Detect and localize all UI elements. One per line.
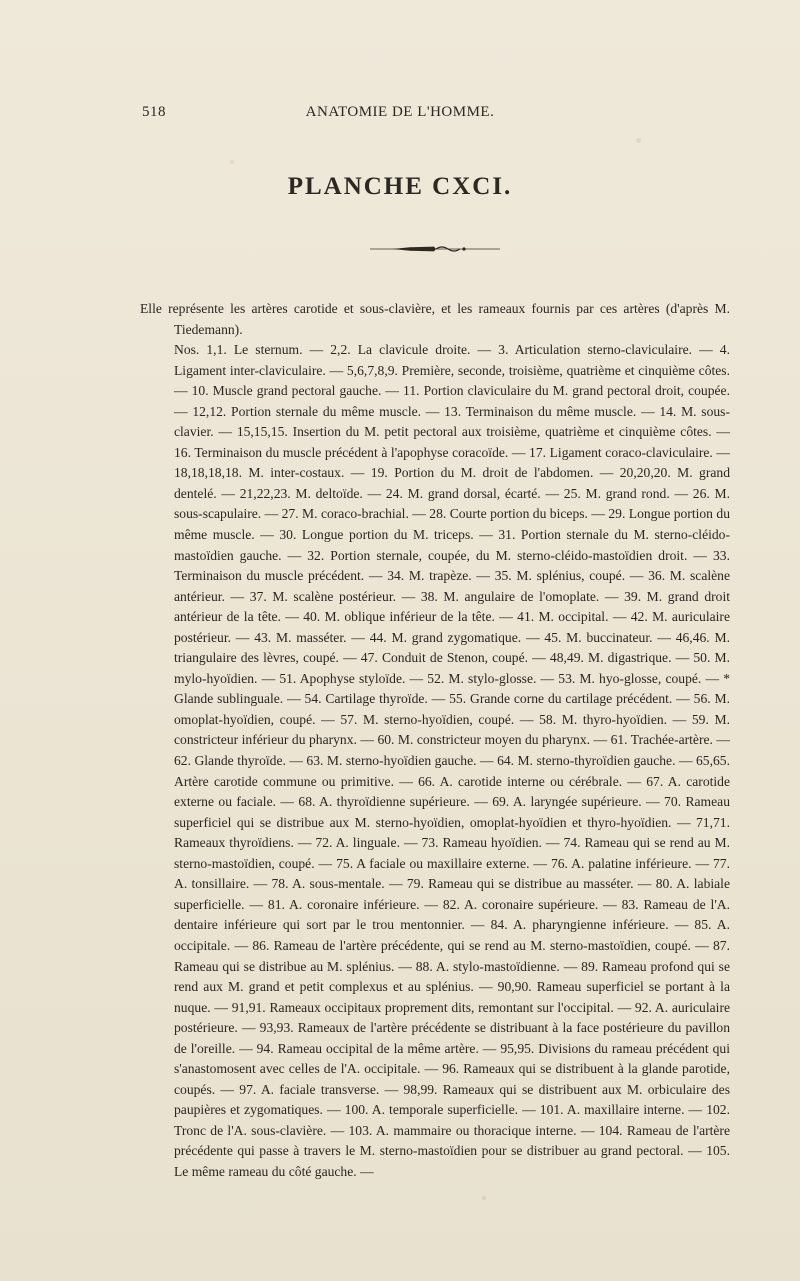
paper-speck (230, 160, 234, 164)
paper-speck (482, 1196, 486, 1200)
running-head (0, 104, 800, 128)
plate-intro: Elle représente les artères carotide et sous-clavière, et les rameaux fournis par ces artères (d'après M. Tiedemann). (140, 301, 730, 337)
ornament-divider-icon (370, 244, 500, 254)
running-title: ANATOMIE DE L'HOMME. (305, 104, 495, 120)
page-number: 518 (142, 104, 166, 120)
paper-speck (636, 138, 641, 143)
plate-legend: Nos. 1,1. Le sternum. — 2,2. La clavicule droite. — 3. Articulation sterno-claviculaire. — 4. Ligament inter-claviculaire. — 5,6,7,8,9. Première, seconde, troisième, quatrième et cinquième côtes. — 10. Muscle grand pectoral gauche. — 11. Portion claviculaire du M. grand pectoral droit, coupée. — 12,12. Portion sternale du même muscle. — 13. Terminaison du même muscle. — 14. M. sous-clavier. — 15,15,15. Insertion du M. petit pectoral aux troisième, quatrième et cinquième côtes. — 16. Terminaison du muscle précédent à l'apophyse coracoïde. — 17. Ligament coraco-claviculaire. — 18,18,18,18. M. inter-costaux. — 19. Portion du M. droit de l'abdomen. — 20,20,20. M. grand dentelé. — 21,22,23. M. deltoïde. — 24. M. grand dorsal, écarté. — 25. M. grand rond. — 26. M. sous-scapulaire. — 27. M. coraco-brachial. — 28. Courte portion du biceps. — 29. Longue portion du même muscle. — 30. Longue portion du M. triceps. — 31. Portion sternale du M. sterno-cléido-mastoïdien gauche. — 32. Portion sternale, coupée, du M. sterno-cléido-mastoïdien droit. — 33. Terminaison du muscle précédent. — 34. M. trapèze. — 35. M. splénius, coupé. — 36. M. scalène antérieur. — 37. M. scalène postérieur. — 38. M. angulaire de l'omoplate. — 39. M. grand droit antérieur de la tête. — 40. M. oblique inférieur de la tête. — 41. M. occipital. — 42. M. auriculaire postérieur. — 43. M. masséter. — 44. M. grand zygomatique. — 45. M. buccinateur. — 46,46. M. triangulaire des lèvres, coupé. — 47. Conduit de Stenon, coupé. — 48,49. M. digastrique. — 50. M. mylo-hyoïdien. — 51. Apophyse styloïde. — 52. M. stylo-glosse. — 53. M. hyo-glosse, coupé. — * Glande sublinguale. — 54. Cartilage thyroïde. — 55. Grande corne du cartilage précédent. — 56. M. omoplat-hyoïdien, coupé. — 57. M. sterno-hyoïdien, coupé. — 58. M. thyro-hyoïdien. — 59. M. constricteur inférieur du pharynx. — 60. M. constricteur moyen du pharynx. — 61. Trachée-artère. — 62. Glande thyroïde. — 63. M. sterno-hyoïdien gauche. — 64. M. sterno-thyroïdien gauche. — 65,65. Artère carotide commune ou primitive. — 66. A. carotide interne ou cérébrale. — 67. A. carotide externe ou faciale. — 68. A. thyroïdienne supérieure. — 69. A. laryngée supérieure. — 70. Rameau superficiel qui se distribue aux M. sterno-hyoïdien, omoplat-hyoïdien et thyro-hyoïdien. — 71,71. Rameaux thyroïdiens. — 72. A. linguale. — 73. Rameau hyoïdien. — 74. Rameau qui se rend au M. sterno-mastoïdien, coupé. — 75. A faciale ou maxillaire externe. — 76. A. palatine inférieure. — 77. A. tonsillaire. — 78. A. sous-mentale. — 79. Rameau qui se distribue au masséter. — 80. A. labiale superficielle. — 81. A. coronaire inférieure. — 82. A. coronaire supérieure. — 83. Rameau de l'A. dentaire inférieure qui sort par le trou mentonnier. — 84. A. pharyngienne inférieure. — 85. A. occipitale. — 86. Rameau de l'artère précédente, qui se rend au M. sterno-mastoïdien, coupé. — 87. Rameau qui se distribue au M. splénius. — 88. A. stylo-mastoïdienne. — 89. Rameau profond qui se rend aux M. grand et petit complexus et au splénius. — 90,90. Rameau superficiel se portant à la nuque. — 91,91. Rameaux occipitaux proprement dits, remontant sur l'occipital. — 92. A. auriculaire postérieure. — 93,93. Rameaux de l'artère précédente se distribuant à la face postérieure du pavillon de l'oreille. — 94. Rameau occipital de la même artère. — 95,95. Divisions du rameau précédent qui s'anastomosent avec celles de l'A. occipitale. — 96. Rameaux qui se distribuent à la glande parotide, coupés. — 97. A. faciale transverse. — 98,99. Rameaux qui se distribuent aux M. orbiculaire des paupières et zygomatiques. — 100. A. temporale superficielle. — 101. A. maxillaire interne. — 102. Tronc de l'A. sous-clavière. — 103. A. mammaire ou thoracique interne. — 104. Rameau de l'artère précédente qui passe à travers le M. sterno-mastoïdien pour se distribuer au grand pectoral. — 105. Le même rameau du côté gauche. — (174, 342, 730, 1179)
plate-title: PLANCHE CXCI. (287, 173, 513, 200)
plate-description (140, 299, 730, 1183)
